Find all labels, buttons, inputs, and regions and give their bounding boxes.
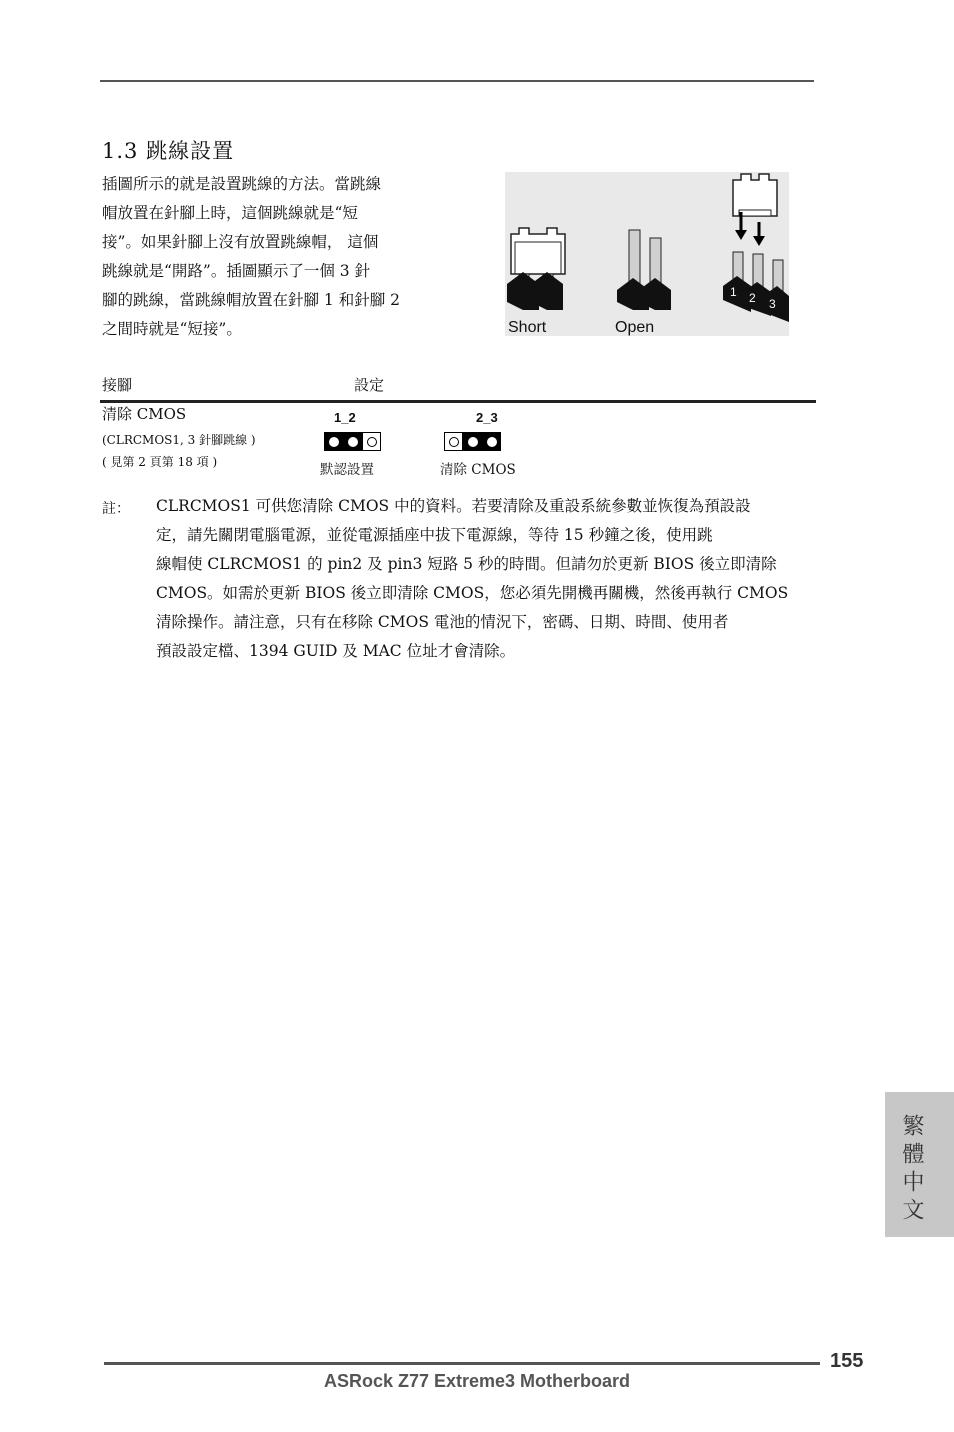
pin-open	[444, 432, 463, 451]
note-line: 清除操作。請注意，只有在移除 CMOS 電池的情況下，密碼、日期、時間、使用者	[156, 613, 729, 631]
jumper-reference: ( 見第 2 頁第 18 項 )	[102, 455, 218, 469]
three-pin-jumper	[723, 174, 789, 322]
note-line: 定，請先關閉電腦電源，並從電源插座中拔下電源線，等待 15 秒鐘之後，使用跳	[156, 526, 713, 544]
intro-line: 插圖所示的就是設置跳線的方法。當跳線	[102, 175, 382, 193]
note-line: 線帽使 CLRCMOS1 的 pin2 及 pin3 短路 5 秒的時間。但請勿於更新 BIOS 後立即清除	[156, 555, 777, 573]
footer-title: ASRock Z77 Extreme3 Motherboard	[323, 1371, 631, 1391]
page-number: 155	[830, 1350, 864, 1372]
open-pins	[617, 230, 671, 310]
short-label: Short	[508, 319, 547, 336]
intro-line: 之間時就是“短接”。	[102, 320, 242, 338]
pin-number-1: 1	[730, 285, 737, 299]
section-title: 1.3 跳線設置	[102, 139, 235, 163]
note-label: 註：	[102, 501, 130, 517]
table-header-jumper: 接腳	[102, 376, 133, 394]
jumper-illustration	[505, 172, 789, 336]
pin-open	[362, 432, 381, 451]
short-jumper	[507, 228, 565, 310]
option2-caption: 清除 CMOS	[440, 462, 516, 478]
jumper-diagram	[505, 172, 789, 336]
pin-shorted	[343, 432, 362, 451]
jumper-name: 清除 CMOS	[102, 405, 187, 423]
table-rule	[100, 400, 816, 403]
open-label: Open	[615, 319, 655, 336]
option2-pin-label: 2_3	[476, 410, 498, 425]
pin-shorted	[324, 432, 343, 451]
intro-line: 帽放置在針腳上時，這個跳線就是“短	[102, 204, 358, 222]
top-rule	[100, 80, 814, 82]
pin-shorted	[463, 432, 482, 451]
note-paragraph	[156, 492, 818, 666]
language-tab-label: 繁體中文	[899, 1114, 924, 1226]
option2-pin-diagram	[444, 432, 501, 451]
language-tab	[885, 1092, 954, 1237]
intro-line: 接”。如果針腳上沒有放置跳線帽， 這個	[102, 233, 379, 251]
note-line: CLRCMOS1 可供您清除 CMOS 中的資料。若要清除及重設系統參數並恢復為預設設	[156, 497, 751, 515]
option1-pin-diagram	[324, 432, 381, 451]
intro-line: 腳的跳線，當跳線帽放置在針腳 1 和針腳 2	[102, 291, 401, 309]
note-line: CMOS。如需於更新 BIOS 後立即清除 CMOS，您必須先開機再關機，然後再執行 CMOS	[156, 584, 789, 602]
option1-pin-label: 1_2	[334, 410, 356, 425]
intro-line: 跳線就是“開路”。插圖顯示了一個 3 針	[102, 262, 371, 280]
bottom-rule	[104, 1362, 820, 1365]
pin-number-2: 2	[749, 291, 756, 305]
intro-paragraph	[102, 170, 464, 344]
pin-shorted	[482, 432, 501, 451]
pin-number-3: 3	[769, 297, 776, 311]
option1-caption: 默認設置	[320, 462, 374, 478]
jumper-detail: (CLRCMOS1, 3 針腳跳線 )	[102, 433, 256, 447]
note-line: 預設設定檔、1394 GUID 及 MAC 位址才會清除。	[156, 642, 516, 660]
table-header-setting: 設定	[354, 376, 385, 394]
